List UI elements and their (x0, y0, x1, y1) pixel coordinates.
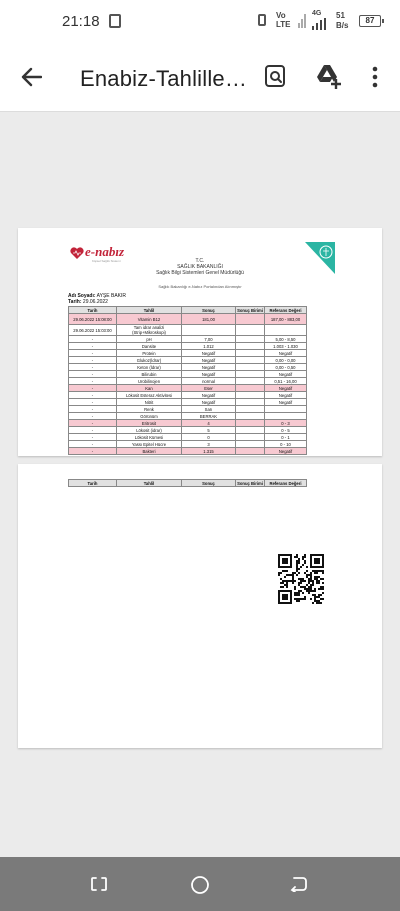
network-label: 4G (312, 10, 322, 17)
row-date: - (69, 399, 117, 406)
row-test: pH (117, 336, 182, 343)
row-test: Kan (117, 385, 182, 392)
header-directorate: Sağlık Bilgi Sistemleri Genel Müdürlüğü (156, 270, 244, 276)
row-result: 4 (182, 420, 236, 427)
row-date: - (69, 378, 117, 385)
patient-name: AYŞE BAKIR (96, 293, 127, 299)
row-result: normal (182, 378, 236, 385)
row-result: Negatif (182, 350, 236, 357)
table-row (69, 427, 307, 434)
row-unit (236, 336, 265, 343)
row-result: Negatif (182, 364, 236, 371)
col-reference: Referans Değeri (265, 480, 307, 487)
back-icon[interactable] (290, 876, 308, 892)
row-reference (265, 325, 307, 336)
col-unit: Sonuç Birimi (237, 480, 263, 486)
row-result: Sarı (182, 406, 236, 413)
table-row (69, 399, 307, 406)
signal-icon (312, 18, 326, 30)
row-date: - (69, 441, 117, 448)
row-unit (236, 325, 265, 336)
signal-icon (298, 14, 306, 28)
row-unit (236, 413, 265, 420)
row-test: Lökosit Esteraz Aktivitesi (117, 392, 182, 399)
status-bar (0, 0, 400, 44)
row-test: Görünüm (117, 413, 182, 420)
table-header-row (69, 307, 307, 314)
report-date: 29.06.2022 (82, 299, 108, 305)
header-tc: T.C. (195, 258, 205, 264)
row-unit (236, 427, 265, 434)
table-row (69, 336, 307, 343)
row-date: - (69, 385, 117, 392)
row-date: - (69, 406, 117, 413)
row-test: Bilirubin (117, 371, 182, 378)
row-test: Lökosit Kümesi (117, 434, 182, 441)
row-unit (236, 420, 265, 427)
lab-results-table (68, 306, 307, 455)
row-reference: 0 - 1 (265, 434, 307, 441)
row-unit (236, 434, 265, 441)
row-reference: Negatif (265, 399, 307, 406)
qr-code-icon (278, 554, 324, 604)
battery-icon: 87 (359, 15, 381, 27)
row-result: 1.012 (182, 343, 236, 350)
table-row (69, 350, 307, 357)
row-result: BERRAK (182, 413, 236, 420)
row-result: 0 (182, 434, 236, 441)
row-test: Bakteri (117, 448, 182, 455)
row-test: Yassı Epitel Hücre (117, 441, 182, 448)
row-unit (236, 350, 265, 357)
table-row (69, 420, 307, 427)
ministry-emblem-icon (305, 242, 335, 274)
row-reference (265, 413, 307, 420)
navigation-bar (0, 857, 400, 911)
back-arrow-icon[interactable] (20, 66, 42, 88)
row-reference: Negatif (265, 371, 307, 378)
row-date: - (69, 413, 117, 420)
row-test: Keton (İdrar) (117, 364, 182, 371)
row-result: 5 (182, 427, 236, 434)
col-date: Tarih (69, 307, 117, 314)
col-reference: Referans Değeri (265, 307, 307, 314)
file-title: Enabiz-Tahlille… (80, 66, 248, 91)
row-unit (236, 448, 265, 455)
col-test: Tahlil (117, 307, 182, 314)
row-reference: Negatif (265, 350, 307, 357)
lab-results-table-header (68, 479, 307, 487)
row-unit (236, 314, 265, 325)
row-unit (236, 406, 265, 413)
table-row (69, 357, 307, 364)
row-date: - (69, 434, 117, 441)
row-test: Tam idrar analizi (Strip+Mikroskopi) (117, 325, 182, 336)
table-row (69, 343, 307, 350)
row-unit (236, 357, 265, 364)
col-result: Sonuç (182, 480, 236, 487)
row-result: Negatif (182, 371, 236, 378)
row-reference: Negatif (265, 385, 307, 392)
photo-icon (109, 14, 121, 28)
row-unit (236, 343, 265, 350)
table-row (69, 378, 307, 385)
row-unit (236, 378, 265, 385)
volte-label: Vo LTE (276, 11, 291, 29)
row-date: - (69, 448, 117, 455)
row-reference: 0 - 10 (265, 441, 307, 448)
row-result: Eser (182, 385, 236, 392)
row-reference: 0 - 3 (265, 420, 307, 427)
row-date: - (69, 357, 117, 364)
logo-text: e-nabız (85, 244, 124, 259)
row-date: - (69, 364, 117, 371)
row-test: Renk (117, 406, 182, 413)
row-date: - (69, 350, 117, 357)
row-result (182, 325, 236, 336)
row-reference: 5,00 - 8,50 (265, 336, 307, 343)
table-row (69, 441, 307, 448)
row-date: - (69, 336, 117, 343)
row-test: Dansite (117, 343, 182, 350)
row-reference: 0,00 - 0,00 (265, 357, 307, 364)
home-icon[interactable] (190, 875, 210, 895)
header-ministry: SAĞLIK BAKANLIĞI (177, 264, 223, 270)
row-unit (236, 399, 265, 406)
row-test: Eritrosit (117, 420, 182, 427)
row-date: 29.06.2022 15:08:00 (69, 314, 117, 325)
row-date: - (69, 343, 117, 350)
row-unit (236, 364, 265, 371)
drive-add-icon[interactable] (315, 63, 343, 89)
row-reference: 1.003 - 1.030 (265, 343, 307, 350)
date-label: Tarih: (68, 299, 82, 305)
row-test: Protein (117, 350, 182, 357)
row-reference: Negatif (265, 392, 307, 399)
table-header-row (69, 480, 307, 487)
row-result: Negatif (182, 399, 236, 406)
document-page-2[interactable] (18, 464, 382, 748)
patient-name-label: Adı Soyadı: (68, 293, 96, 299)
row-reference: 0,51 - 16,00 (265, 378, 307, 385)
table-row (69, 314, 307, 325)
row-result: Negatif (182, 392, 236, 399)
more-vert-icon[interactable] (372, 66, 378, 88)
row-result: 1.315 (182, 448, 236, 455)
table-row (69, 448, 307, 455)
row-result: 3 (182, 441, 236, 448)
row-date: 29.06.2022 15:03:00 (69, 325, 117, 336)
patient-info (68, 293, 126, 305)
row-test: Glukoz(İdrar) (117, 357, 182, 364)
row-reference: Negatif (265, 448, 307, 455)
logo-subtitle: Kişisel Sağlık Sistemi (92, 259, 121, 263)
table-row (69, 413, 307, 420)
app-bar (0, 44, 400, 112)
col-result: Sonuç (182, 307, 236, 314)
table-row (69, 385, 307, 392)
status-time: 21:18 (62, 13, 100, 30)
col-test: Tahlil (117, 480, 182, 487)
row-test: Lökosit (idrar) (117, 427, 182, 434)
table-row (69, 434, 307, 441)
row-test: Nitrit (117, 399, 182, 406)
row-date: - (69, 371, 117, 378)
row-result: 7,00 (182, 336, 236, 343)
header-print-note: Sağlık Bakanlığı e-Nabız Portalından Alınmıştır (158, 284, 242, 289)
col-unit: Sonuç Birimi (237, 307, 263, 313)
table-row (69, 364, 307, 371)
net-speed: 51 B/s (336, 11, 349, 30)
table-row (69, 406, 307, 413)
row-result: Negatif (182, 357, 236, 364)
row-unit (236, 392, 265, 399)
row-reference: 0 - 5 (265, 427, 307, 434)
table-row (69, 325, 307, 336)
row-test: Vitamin B12 (117, 314, 182, 325)
document-page-1[interactable] (18, 228, 382, 456)
row-unit (236, 441, 265, 448)
table-row (69, 371, 307, 378)
vibrate-icon (258, 14, 266, 26)
row-unit (236, 371, 265, 378)
row-reference (265, 406, 307, 413)
recents-icon[interactable] (90, 876, 108, 892)
row-date: - (69, 392, 117, 399)
row-reference: 187,00 - 883,00 (265, 314, 307, 325)
row-date: - (69, 427, 117, 434)
row-unit (236, 385, 265, 392)
google-lens-icon[interactable] (264, 64, 286, 88)
row-result: 181,00 (182, 314, 236, 325)
col-date: Tarih (69, 480, 117, 487)
row-test: Urobilinojen (117, 378, 182, 385)
row-date: - (69, 420, 117, 427)
row-reference: 0,00 - 0,50 (265, 364, 307, 371)
table-row (69, 392, 307, 399)
